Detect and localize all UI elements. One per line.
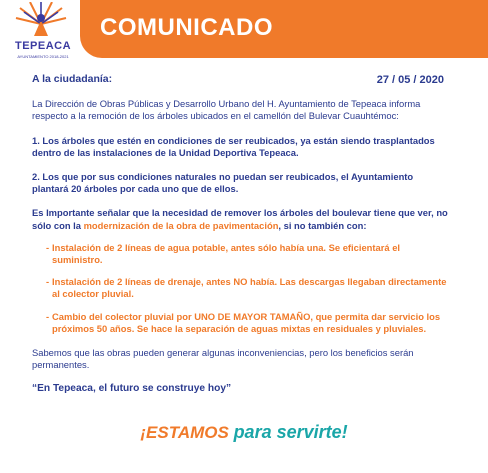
footer-part-1: ¡ESTAMOS bbox=[140, 423, 229, 442]
point-2: 2. Los que por sus condiciones naturales no puedan ser reubicados, el Ayuntamiento plantará 20 árboles por cada uno que de ellos. bbox=[32, 171, 414, 195]
point-1: 1. Los árboles que estén en condiciones de ser reubicados, ya están siendo trasplantados dentro de las instalaciones de la Unidad Deportiva Tepeaca. bbox=[32, 134, 435, 158]
announcement-body bbox=[32, 73, 450, 396]
important-text-c: , si no también con: bbox=[278, 219, 367, 231]
date: 27 / 05 / 2020 bbox=[376, 74, 444, 86]
important-highlight: modernización de la obra de pavimentación bbox=[83, 219, 279, 231]
list-item: - Instalación de 2 líneas de agua potable, antes sólo había una. Se eficientará el suministro. bbox=[46, 241, 401, 266]
list-item: - Cambio del colector pluvial por UNO DE MAYOR TAMAÑO, que permita dar servicio los próximos 50 años. Se hace la separación de aguas mixtas en residuales y pluviales. bbox=[46, 310, 441, 334]
intro-paragraph: La Dirección de Obras Públicas y Desarrollo Urbano del H. Ayuntamiento de Tepeaca informa respecto a la remoción de los árboles ubicados en el camellón del Bulevar Cuauhtémoc: bbox=[32, 98, 421, 122]
works-list bbox=[32, 242, 450, 335]
important-text-a: Es Importante señalar que la necesidad de remover los árboles del boulevar tiene que ver, no sólo con la bbox=[32, 207, 448, 231]
footer-part-2: para servirte! bbox=[233, 422, 348, 442]
closing-paragraph: Sabemos que las obras pueden generar algunas inconveniencias, pero los beneficios serán permanentes. bbox=[32, 347, 414, 371]
logo-subtitle: AYUNTAMIENTO 2018-2021 bbox=[17, 54, 69, 59]
list-item: - Instalación de 2 líneas de drenaje, antes NO había. Las descargas llegaban directamente al colector pluvial. bbox=[46, 276, 447, 300]
logo bbox=[4, 2, 78, 66]
footer-slogan bbox=[0, 422, 488, 443]
page-title: COMUNICADO bbox=[100, 14, 273, 41]
greeting: A la ciudadanía: bbox=[32, 73, 113, 85]
important-paragraph bbox=[32, 207, 450, 231]
slogan-quote: “En Tepeaca, el futuro se construye hoy” bbox=[32, 383, 232, 395]
tepeaca-emblem-icon bbox=[4, 2, 78, 42]
logo-name: TEPEACA bbox=[14, 40, 72, 52]
header bbox=[0, 0, 488, 70]
